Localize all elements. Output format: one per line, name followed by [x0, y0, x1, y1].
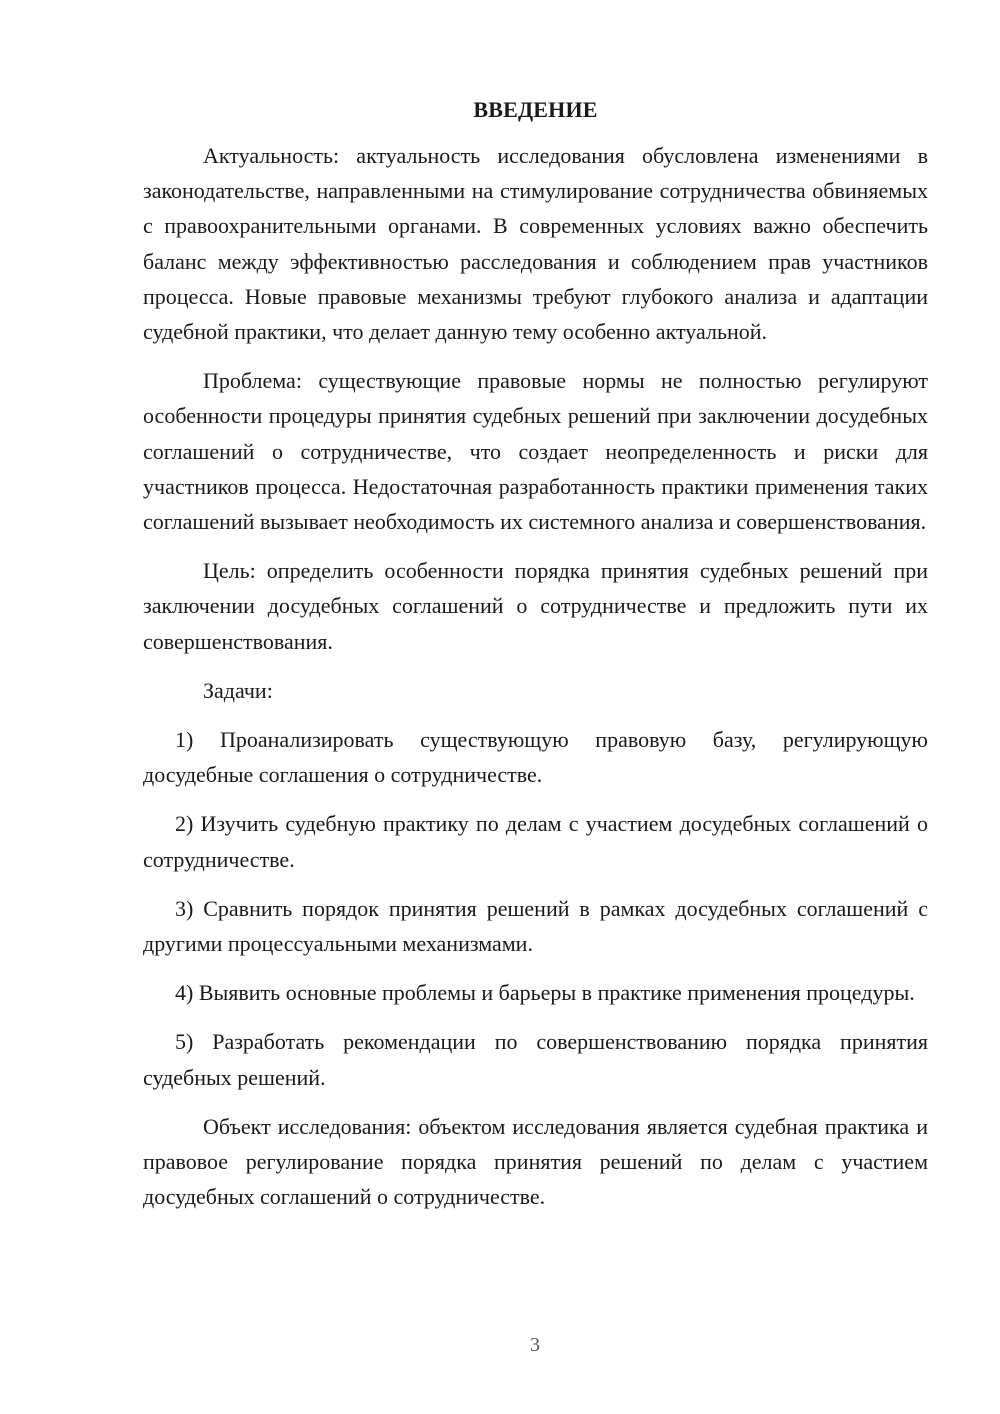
page-number: 3 [530, 1334, 540, 1356]
document-page [143, 92, 928, 1214]
object-paragraph: Объект исследования: объектом исследования является судебная практика и правовое регулирование порядка принятия решений по делам с участием досудебных соглашений о сотрудничестве. [143, 1113, 928, 1210]
tasks-label: Задачи: [203, 677, 273, 703]
problem-paragraph: Проблема: существующие правовые нормы не полностью регулируют особенности процедуры принятия судебных решений при заключении досудебных соглашений о сотрудничестве, что создает неопределенность и риски для участников процесса. Недостаточная разработанность практики применения таких соглашений вызывает необходимость их системного анализа и совершенствования. [143, 368, 928, 535]
relevance-paragraph: Актуальность: актуальность исследования обусловлена изменениями в законодательстве, направленными на стимулирование сотрудничества обвиняемых с правоохранительными органами. В современных условиях важно обеспечить баланс между эффективностью расследования и соблюдением прав участников процесса. Новые правовые механизмы требуют глубокого анализа и адаптации судебной практики, что делает данную тему особенно актуальной. [143, 143, 928, 345]
goal-paragraph: Цель: определить особенности порядка принятия судебных решений при заключении досудебных соглашений о сотрудничестве и предложить пути их совершенствования. [143, 558, 928, 654]
task-item: 2) Изучить судебную практику по делам с участием досудебных соглашений о сотрудничестве. [143, 811, 928, 872]
task-item: 3) Сравнить порядок принятия решений в рамках досудебных соглашений с другими процессуальными механизмами. [143, 895, 928, 957]
task-item: 5) Разработать рекомендации по совершенствованию порядка принятия судебных решений. [143, 1029, 928, 1090]
task-item: 1) Проанализировать существующую правовую базу, регулирующую досудебные соглашения о сотрудничестве. [143, 727, 928, 788]
section-heading: ВВЕДЕНИЕ [473, 97, 598, 122]
task-item: 4) Выявить основные проблемы и барьеры в практике применения процедуры. [175, 980, 915, 1006]
